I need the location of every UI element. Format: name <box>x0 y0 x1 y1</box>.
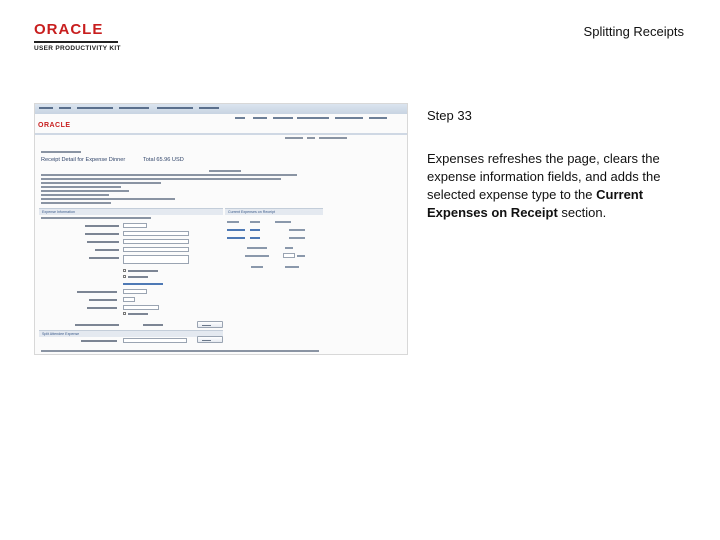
no-receipt-checkbox[interactable] <box>123 269 126 272</box>
expense-info-section-header <box>39 208 223 215</box>
section-title: Split Attendee Expense <box>42 332 80 336</box>
page-heading: Receipt Detail for Expense Dinner <box>41 157 126 163</box>
non-reimbursable-checkbox[interactable] <box>123 275 126 278</box>
split-attendee-section-header <box>39 330 223 337</box>
attendees-link[interactable] <box>123 283 163 285</box>
logo-brand-text: ORACLE <box>34 21 104 38</box>
description-textarea[interactable] <box>123 255 189 264</box>
step-label: Step 33 <box>427 108 472 123</box>
step-description-text-end: section. <box>557 205 607 220</box>
logo-divider <box>34 41 118 43</box>
section-title: Expense Information <box>42 210 75 214</box>
add-expense-button[interactable] <box>197 321 223 328</box>
nav-bar <box>35 104 407 114</box>
current-expenses-section-header <box>225 208 323 215</box>
billing-type-select[interactable] <box>123 239 189 244</box>
header-band <box>35 133 407 135</box>
step-description <box>427 150 689 222</box>
page-heading-total: Total 65.96 USD <box>143 157 184 163</box>
location-field[interactable] <box>123 247 189 252</box>
transaction-date-field[interactable] <box>123 223 147 228</box>
default-rate-checkbox[interactable] <box>123 312 126 315</box>
oracle-upk-logo <box>34 22 121 52</box>
screenshot-thumbnail <box>34 103 408 355</box>
split-button[interactable] <box>197 336 223 343</box>
logo-subtitle: USER PRODUCTIVITY KIT <box>34 45 121 52</box>
topic-title: Splitting Receipts <box>583 24 684 39</box>
step-description-text: Expenses refreshes the page, clears the expense information fields, and adds the selected expense type to the <box>427 151 661 202</box>
expense-type-split-select[interactable] <box>123 338 187 343</box>
amount-spent-field[interactable] <box>123 289 147 294</box>
currency-field[interactable] <box>123 297 135 302</box>
receipt-total-field[interactable] <box>283 253 295 258</box>
step-description-emphasis: Current Expenses on Receipt <box>427 187 644 220</box>
screenshot-brand: ORACLE <box>38 122 71 129</box>
expense-type-select[interactable] <box>123 231 189 236</box>
section-title: Current Expenses on Receipt <box>228 210 275 214</box>
exchange-rate-field[interactable] <box>123 305 159 310</box>
